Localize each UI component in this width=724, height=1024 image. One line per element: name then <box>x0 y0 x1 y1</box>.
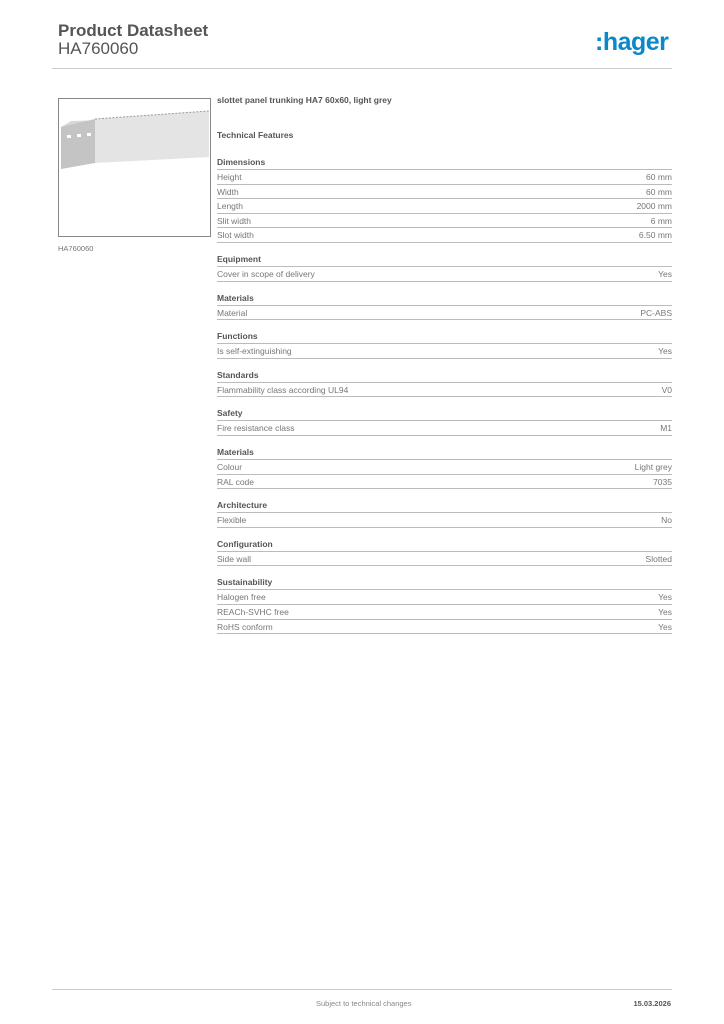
feature-label: Cover in scope of delivery <box>217 268 315 279</box>
feature-group-title: Dimensions <box>217 155 672 170</box>
feature-label: Flexible <box>217 515 247 526</box>
feature-group-title: Architecture <box>217 498 672 513</box>
feature-value: PC-ABS <box>640 307 672 318</box>
feature-row <box>217 214 672 229</box>
feature-row <box>217 267 672 282</box>
feature-row <box>217 620 672 635</box>
feature-group <box>217 252 672 282</box>
footer-note: Subject to technical changes <box>316 999 412 1008</box>
feature-group <box>217 368 672 398</box>
feature-value: V0 <box>661 384 672 395</box>
feature-group <box>217 155 672 243</box>
feature-group <box>217 406 672 436</box>
feature-group-title: Standards <box>217 368 672 383</box>
feature-value: 7035 <box>653 476 672 487</box>
feature-value: Yes <box>658 268 672 279</box>
feature-label: Slit width <box>217 215 252 226</box>
feature-value: Yes <box>658 592 672 603</box>
feature-group-title: Materials <box>217 445 672 460</box>
feature-value: M1 <box>660 423 672 434</box>
feature-label: RAL code <box>217 476 255 487</box>
feature-row <box>217 475 672 490</box>
feature-label: Is self-extinguishing <box>217 346 292 357</box>
feature-group <box>217 291 672 321</box>
feature-group <box>217 575 672 634</box>
feature-value: Light grey <box>634 461 672 472</box>
header-divider <box>52 68 672 69</box>
feature-row <box>217 590 672 605</box>
feature-label: Material <box>217 307 248 318</box>
feature-label: REACh-SVHC free <box>217 606 289 617</box>
feature-value: Slotted <box>645 553 672 564</box>
feature-group-title: Sustainability <box>217 575 672 590</box>
page-title: Product Datasheet <box>58 21 209 40</box>
feature-row <box>217 383 672 398</box>
feature-group <box>217 537 672 567</box>
feature-row <box>217 228 672 243</box>
feature-value: Yes <box>658 346 672 357</box>
feature-value: 2000 mm <box>636 201 672 212</box>
feature-value: 6 mm <box>650 215 672 226</box>
feature-label: Flammability class according UL94 <box>217 384 349 395</box>
technical-features-heading: Technical Features <box>217 130 294 140</box>
feature-value: 60 mm <box>646 172 672 182</box>
feature-value: No <box>661 515 672 526</box>
feature-row <box>217 552 672 567</box>
feature-group-title: Safety <box>217 406 672 421</box>
feature-group <box>217 445 672 489</box>
feature-label: Colour <box>217 461 243 472</box>
product-image <box>58 98 211 237</box>
feature-row <box>217 306 672 321</box>
feature-value: Yes <box>658 621 672 632</box>
feature-group-title: Configuration <box>217 537 672 552</box>
feature-label: Fire resistance class <box>217 423 295 434</box>
feature-value: 60 mm <box>646 186 672 197</box>
feature-group-title: Equipment <box>217 252 672 267</box>
feature-label: RoHS conform <box>217 621 273 632</box>
feature-value: 6.50 mm <box>638 230 672 241</box>
footer-divider <box>52 989 672 990</box>
feature-row <box>217 460 672 475</box>
feature-label: Length <box>217 201 243 212</box>
feature-row <box>217 421 672 436</box>
feature-row <box>217 185 672 200</box>
feature-label: Slot width <box>217 230 254 241</box>
features-table <box>217 155 672 643</box>
feature-row <box>217 344 672 359</box>
feature-label: Side wall <box>217 553 252 564</box>
feature-row <box>217 513 672 528</box>
product-code: HA760060 <box>58 39 139 58</box>
product-description: slottet panel trunking HA7 60x60, light grey <box>217 95 392 105</box>
feature-label: Width <box>217 186 239 197</box>
feature-group <box>217 329 672 359</box>
feature-row <box>217 605 672 620</box>
feature-label: Halogen free <box>217 592 266 603</box>
feature-group <box>217 498 672 528</box>
feature-row <box>217 170 672 185</box>
footer-date: 15.03.2026 <box>633 999 671 1008</box>
feature-group-title: Materials <box>217 291 672 306</box>
feature-row <box>217 199 672 214</box>
image-caption: HA760060 <box>58 244 94 253</box>
feature-group-title: Functions <box>217 329 672 344</box>
feature-label: Height <box>217 172 242 182</box>
feature-value: Yes <box>658 606 672 617</box>
hager-logo: :hager <box>595 28 669 56</box>
